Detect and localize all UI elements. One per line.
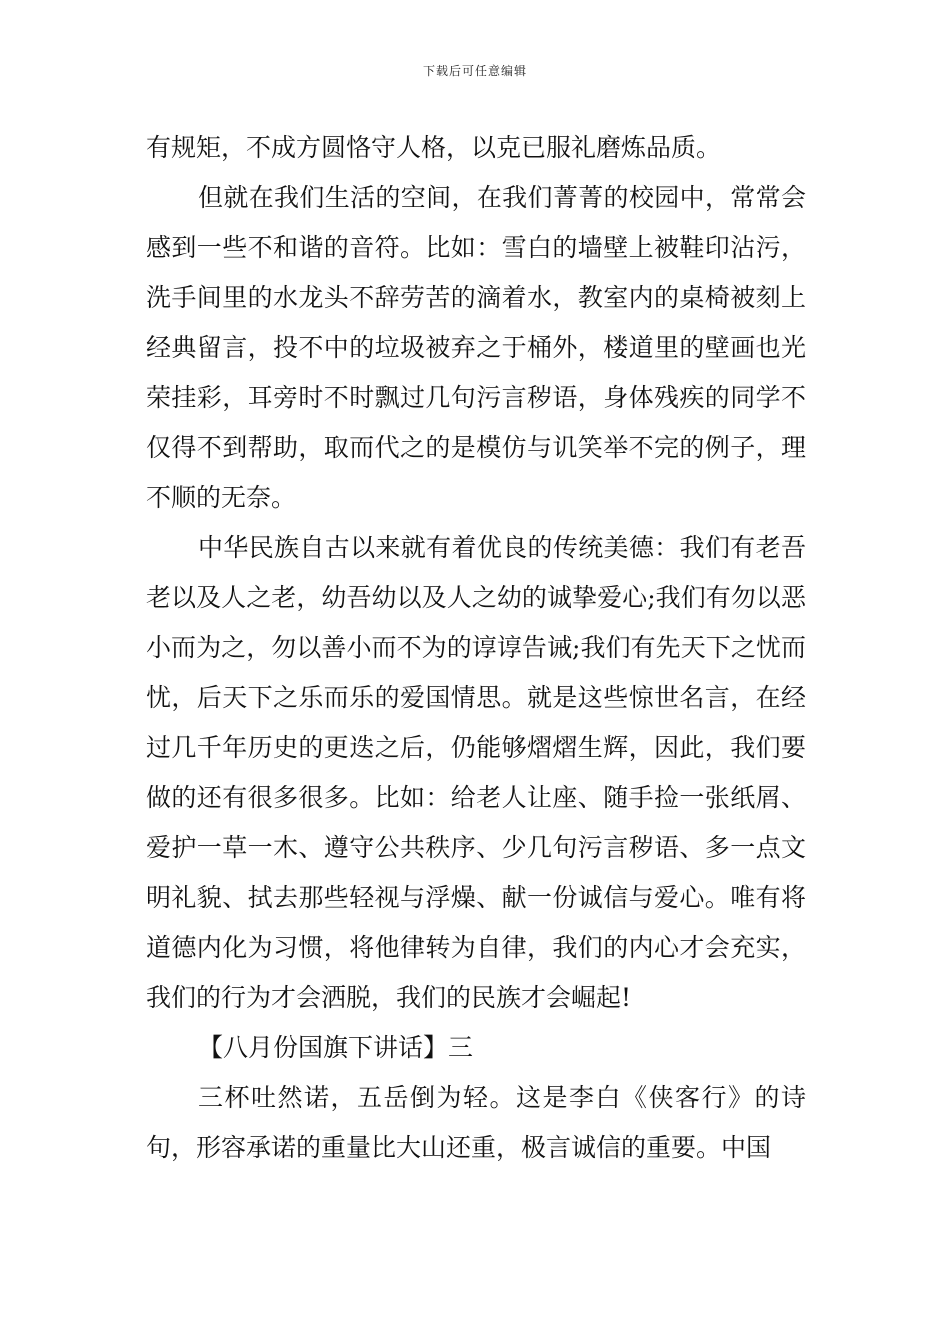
document-body — [146, 123, 806, 1173]
section-heading: 【八月份国旗下讲话】三 — [198, 1033, 474, 1062]
paragraph-4: 三杯吐然诺，五岳倒为轻。这是李白《侠客行》的诗句，形容承诺的重量比大山还重，极言诚信的重要。中国 — [146, 1083, 806, 1162]
paragraph-3: 中华民族自古以来就有着优良的传统美德：我们有老吾老以及人之老，幼吾幼以及人之幼的诚挚爱心;我们有勿以恶小而为之，勿以善小而不为的谆谆告诫;我们有先天下之忧而忧，后天下之乐而乐的爱国情思。就是这些惊世名言，在经过几千年历史的更迭之后，仍能够熠熠生辉，因此，我们要做的还有很多很多。比如：给老人让座、随手捡一张纸屑、爱护一草一木、遵守公共秩序、少几句污言秽语、多一点文明礼貌、拭去那些轻视与浮燥、献一份诚信与爱心。唯有将道德内化为习惯，将他律转为自律，我们的内心才会充实，我们的行为才会洒脱，我们的民族才会崛起! — [146, 533, 806, 1012]
page-header: 下载后可任意编辑 — [422, 64, 527, 78]
paragraph-1: 有规矩，不成方圆恪守人格，以克已服礼磨炼品质。 — [146, 133, 722, 162]
paragraph-2: 但就在我们生活的空间，在我们菁菁的校园中，常常会感到一些不和谐的音符。比如：雪白的墙壁上被鞋印沾污，洗手间里的水龙头不辞劳苦的滴着水，教室内的桌椅被刻上经典留言，投不中的垃圾被弃之于桶外，楼道里的壁画也光荣挂彩，耳旁时不时飘过几句污言秽语，身体残疾的同学不仅得不到帮助，取而代之的是模仿与讥笑举不完的例子，理不顺的无奈。 — [146, 183, 806, 512]
